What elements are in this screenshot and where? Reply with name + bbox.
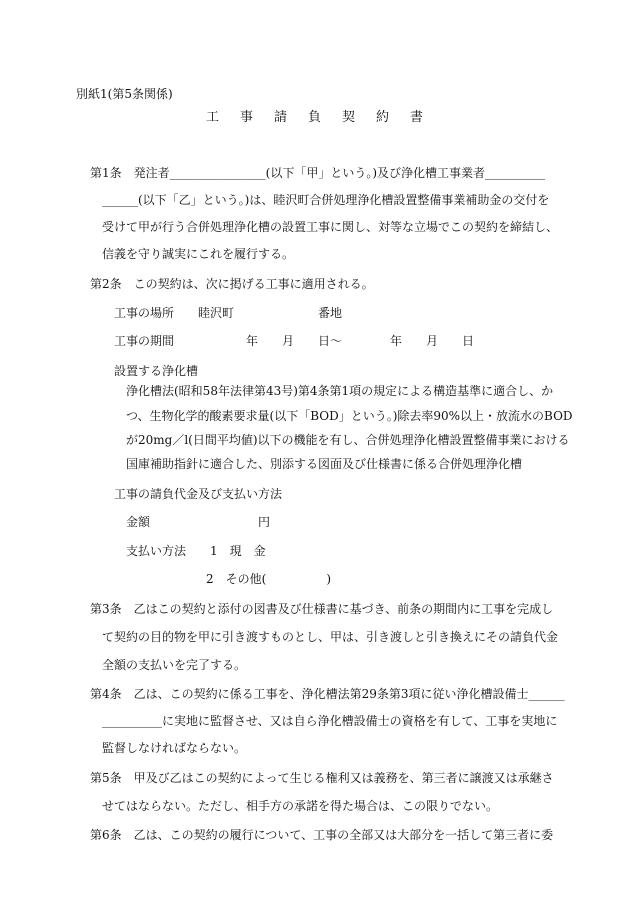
title-char: 書 (410, 110, 425, 125)
septic-tank-spec-4: 国庫補助指針に適合した、別添する図面及び仕様書に係る合併処理浄化槽 (126, 457, 523, 471)
header-note: 別紙1(第5条関係) (76, 87, 173, 101)
article-1-line-3: 受けて甲が行う合併処理浄化槽の設置工事に関し、対等な立場でこの契約を締結し、 (102, 220, 559, 234)
article-3-line-2: て契約の目的物を甲に引き渡すものとし、甲は、引き渡しと引き換えにその請負代金 (102, 630, 559, 644)
article-1-line-1: 第1条 発注者________________(以下「甲」という。)及び浄化槽工事業者__________ (90, 166, 546, 180)
article-5-line-1: 第5条 甲及び乙はこの契約によって生じる権利又は義務を、第三者に譲渡又は承継さ (90, 771, 554, 785)
septic-tank-heading: 設置する浄化槽 (114, 364, 199, 378)
document-title (0, 106, 630, 125)
work-location: 工事の場所 睦沢町 番地 (114, 306, 343, 320)
article-3-line-3: 全額の支払いを完了する。 (102, 658, 247, 672)
title-char: 請 (273, 110, 288, 125)
title-char: 約 (376, 110, 391, 125)
septic-tank-spec-2: つ、生物化学的酸素要求量(以下「BOD」という。)除去率90%以上・放流水のBOD (126, 409, 573, 423)
article-3-line-1: 第3条 乙はこの契約と添付の図書及び仕様書に基づき、前条の期間内に工事を完成し (90, 602, 554, 616)
septic-tank-spec-1: 浄化槽法(昭和58年法律第43号)第4条第1項の規定による構造基準に適合し、か (126, 384, 554, 398)
article-2-line-1: 第2条 この契約は、次に掲げる工事に適用される。 (90, 277, 374, 291)
payment-method-other: 2 その他( ) (206, 572, 331, 586)
payment-method-cash: 支払い方法 1 現 金 (126, 544, 266, 558)
article-4-line-3: 監督しなければならない。 (102, 741, 247, 755)
septic-tank-spec-3: が20mg／l(日間平均値)以下の機能を有し、合併処理浄化槽設置整備事業における (126, 433, 570, 447)
article-1-line-2: ______(以下「乙」という。)は、睦沢町合併処理浄化槽設置整備事業補助金の交付を (102, 193, 550, 207)
title-char: 事 (239, 110, 254, 125)
work-period: 工事の期間 年 月 日〜 年 月 日 (114, 334, 475, 348)
article-6-line-1: 第6条 乙は、この契約の履行について、工事の全部又は大部分を一括して第三者に委 (90, 828, 554, 842)
title-char: 契 (342, 110, 357, 125)
title-char: 負 (307, 110, 322, 125)
article-5-line-2: せてはならない。ただし、相手方の承諾を得た場合は、この限りでない。 (102, 799, 499, 813)
title-char: 工 (205, 110, 220, 125)
article-4-line-1: 第4条 乙は、この契約に係る工事を、浄化槽法第29条第3項に従い浄化槽設備士______ (90, 687, 565, 701)
payment-heading: 工事の請負代金及び支払い方法 (114, 487, 283, 501)
article-1-line-4: 信義を守り誠実にこれを履行する。 (102, 247, 295, 261)
payment-amount: 金額 円 (126, 515, 271, 529)
article-4-line-2: __________に実地に監督させ、又は自ら浄化槽設備士の資格を有して、工事を実地に (102, 714, 558, 728)
